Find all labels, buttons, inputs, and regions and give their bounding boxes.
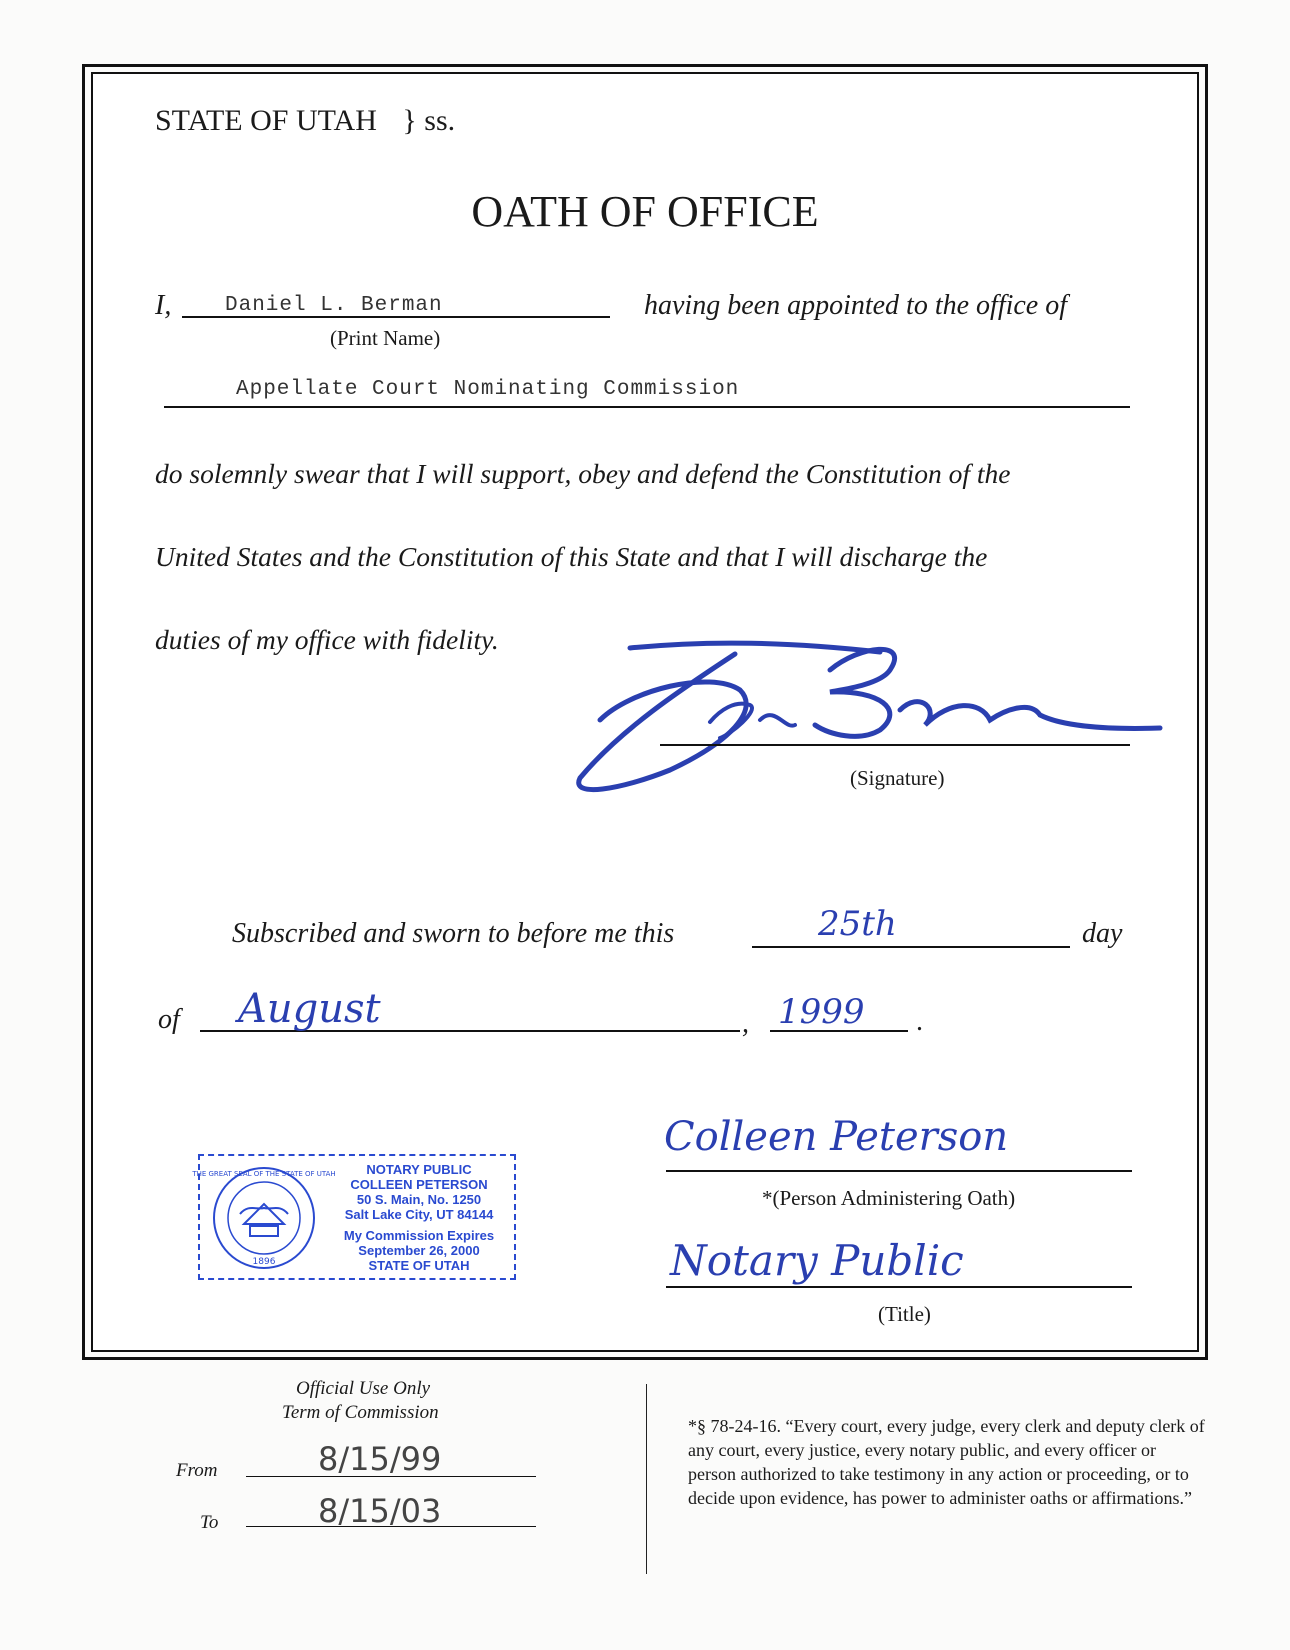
administrator-signature: Colleen Peterson xyxy=(664,1114,1009,1160)
footer-divider xyxy=(646,1384,647,1574)
state-seal-icon xyxy=(192,1164,336,1272)
notary-stamp xyxy=(192,1154,516,1280)
seal-text: THE GREAT SEAL OF THE STATE OF UTAH xyxy=(192,1170,336,1178)
stamp-text xyxy=(324,1162,514,1273)
office-value: Appellate Court Nominating Commission xyxy=(236,378,740,401)
signature-line xyxy=(660,744,1130,746)
state-name: STATE OF UTAH xyxy=(155,104,377,137)
title-value: Notary Public xyxy=(670,1236,964,1285)
stamp-line-6: September 26, 2000 xyxy=(358,1243,480,1258)
subscribed-text: Subscribed and sworn to before me this xyxy=(232,918,675,949)
from-label: From xyxy=(176,1460,218,1481)
state-heading xyxy=(155,104,455,138)
office-line xyxy=(164,406,1130,408)
stamp-line-2: COLLEEN PETERSON xyxy=(350,1177,488,1192)
period: . xyxy=(916,1006,923,1037)
day-value: 25th xyxy=(818,904,897,944)
administrator-line xyxy=(666,1170,1132,1172)
comma: , xyxy=(742,1008,749,1039)
to-value: 8/15/03 xyxy=(318,1492,442,1530)
year-value: 1999 xyxy=(778,992,865,1032)
statute-note: *§ 78-24-16. “Every court, every judge, every clerk and deputy clerk of any court, every justice, every notary public, and every officer or person authorized to take testimony in any action or proceeding, or to decide upon evidence, has power to administer oaths or affirmations.” xyxy=(688,1416,1205,1508)
day-word: day xyxy=(1082,918,1123,949)
stamp-line-4: Salt Lake City, UT 84144 xyxy=(344,1207,494,1222)
title-label: (Title) xyxy=(878,1302,931,1326)
stamp-line-7: STATE OF UTAH xyxy=(368,1258,470,1273)
month-value: August xyxy=(238,986,381,1032)
stamp-line-3: 50 S. Main, No. 1250 xyxy=(356,1192,482,1207)
oath-line-1: do solemnly swear that I will support, obey and defend the Constitution of the xyxy=(155,458,1011,489)
oath-prefix: I, xyxy=(155,290,172,321)
oath-line-2: United States and the Constitution of this State and that I will discharge the xyxy=(155,541,988,572)
seal-year: 1896 xyxy=(252,1257,276,1267)
appointed-text: having been appointed to the office of xyxy=(644,290,1068,321)
title-line xyxy=(666,1286,1132,1288)
ss-mark: } ss. xyxy=(402,104,456,137)
from-value: 8/15/99 xyxy=(318,1440,442,1478)
print-name-label: (Print Name) xyxy=(330,326,441,350)
of-word: of xyxy=(158,1004,180,1035)
term-of-commission-heading: Term of Commission xyxy=(282,1402,439,1423)
stamp-line-1: NOTARY PUBLIC xyxy=(366,1162,472,1177)
day-line xyxy=(752,946,1070,948)
page-title: OATH OF OFFICE xyxy=(471,187,819,236)
stamp-line-5: My Commission Expires xyxy=(343,1228,495,1243)
official-use-heading: Official Use Only xyxy=(296,1378,431,1399)
administrator-label: *(Person Administering Oath) xyxy=(762,1186,1016,1210)
to-label: To xyxy=(200,1512,219,1533)
print-name-value: Daniel L. Berman xyxy=(225,294,443,317)
signature-label: (Signature) xyxy=(850,766,945,790)
oath-line-3: duties of my office with fidelity. xyxy=(155,624,499,655)
